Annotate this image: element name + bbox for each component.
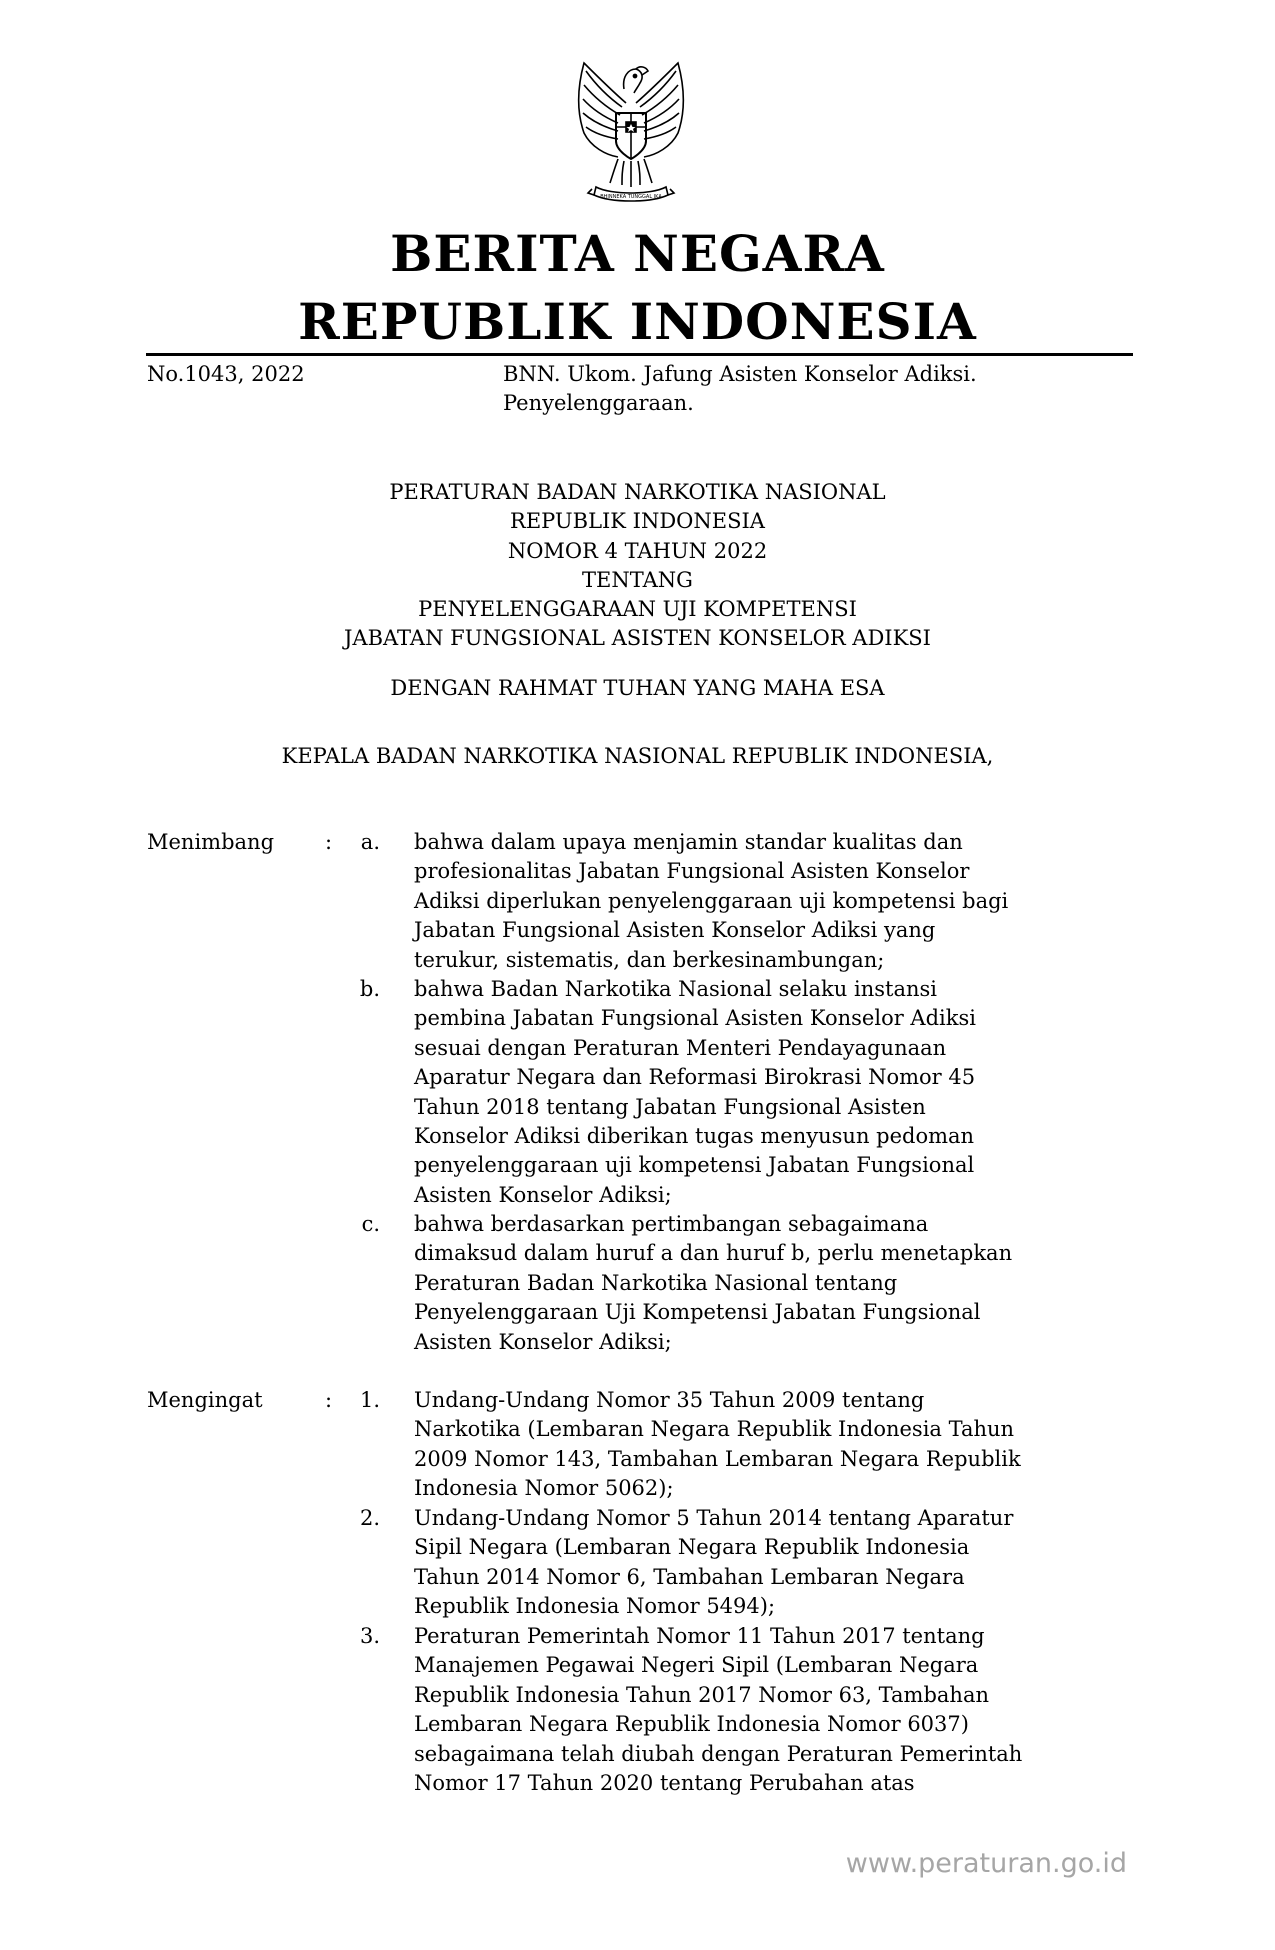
regulation-heading-line: PERATURAN BADAN NARKOTIKA NASIONAL <box>389 480 886 504</box>
item-line: terukur, sistematis, dan berkesinambungan; <box>414 947 885 972</box>
menimbang-label: Menimbang <box>147 830 275 854</box>
authority-line: KEPALA BADAN NARKOTIKA NASIONAL REPUBLIK INDONESIA, <box>281 744 994 768</box>
item-line: Nomor 17 Tahun 2020 tentang Perubahan atas <box>414 1771 915 1796</box>
gazette-title-line1: BERITA NEGARA <box>390 224 885 283</box>
svg-text:BHINNEKA TUNGGAL IKA: BHINNEKA TUNGGAL IKA <box>600 194 662 200</box>
menimbang-colon: : <box>325 830 333 854</box>
title-divider <box>146 353 1133 356</box>
item-line: Manajemen Pegawai Negeri Sipil (Lembaran Negara <box>414 1653 979 1678</box>
gazette-number: No.1043, 2022 <box>147 362 305 386</box>
item-line: Konselor Adiksi diberikan tugas menyusun pedoman <box>414 1124 975 1149</box>
item-line: sebagaimana telah diubah dengan Peraturan Pemerintah <box>414 1741 1023 1766</box>
item-line: Indonesia Nomor 5062); <box>414 1476 674 1501</box>
garuda-emblem-icon <box>556 55 706 210</box>
item-line: profesionalitas Jabatan Fungsional Asisten Konselor <box>414 859 970 884</box>
mengingat-label: Mengingat <box>147 1388 263 1412</box>
item-line: Tahun 2014 Nomor 6, Tambahan Lembaran Negara <box>414 1564 965 1589</box>
item-line: Adiksi diperlukan penyelenggaraan uji kompetensi bagi <box>414 888 1009 913</box>
item-line: Penyelenggaraan Uji Kompetensi Jabatan Fungsional <box>414 1300 981 1325</box>
item-line: Peraturan Badan Narkotika Nasional tentang <box>414 1270 898 1295</box>
item-line: pembina Jabatan Fungsional Asisten Konselor Adiksi <box>414 1006 976 1031</box>
blessing-line: DENGAN RAHMAT TUHAN YANG MAHA ESA <box>390 676 885 700</box>
item-line: Republik Indonesia Tahun 2017 Nomor 63, Tambahan <box>414 1682 989 1707</box>
item-line: Narkotika (Lembaran Negara Republik Indonesia Tahun <box>414 1417 1015 1442</box>
item-line: Aparatur Negara dan Reformasi Birokrasi Nomor 45 <box>414 1065 976 1090</box>
item-marker: c. <box>361 1212 380 1236</box>
item-line: Lembaran Negara Republik Indonesia Nomor 6037) <box>414 1712 969 1737</box>
item-line: bahwa dalam upaya menjamin standar kualitas dan <box>414 830 963 854</box>
item-marker: 1. <box>359 1388 380 1412</box>
item-marker: 2. <box>359 1506 380 1530</box>
regulation-heading-line: JABATAN FUNGSIONAL ASISTEN KONSELOR ADIKSI <box>344 626 931 651</box>
item-line: dimaksud dalam huruf a dan huruf b, perlu menetapkan <box>414 1241 1013 1266</box>
gazette-subject-line2: Penyelenggaraan. <box>503 391 694 415</box>
item-line: Republik Indonesia Nomor 5494); <box>414 1594 776 1619</box>
regulation-heading-line: NOMOR 4 TAHUN 2022 <box>507 538 768 563</box>
item-line: Asisten Konselor Adiksi; <box>414 1329 672 1354</box>
menimbang-item-b <box>414 975 1123 1210</box>
item-line: Asisten Konselor Adiksi; <box>414 1182 672 1207</box>
item-line: Tahun 2018 tentang Jabatan Fungsional Asisten <box>414 1094 926 1119</box>
item-marker: a. <box>360 830 380 854</box>
item-marker: b. <box>359 977 380 1001</box>
item-marker: 3. <box>359 1624 380 1648</box>
gazette-title-line2: REPUBLIK INDONESIA <box>298 292 977 351</box>
regulation-heading <box>0 478 1275 654</box>
item-line: Undang-Undang Nomor 35 Tahun 2009 tentang <box>414 1388 925 1412</box>
item-line: penyelenggaraan uji kompetensi Jabatan Fungsional <box>414 1153 975 1178</box>
mengingat-item-2 <box>414 1504 1123 1622</box>
regulation-heading-line: PENYELENGGARAAN UJI KOMPETENSI <box>418 597 857 622</box>
menimbang-item-c <box>414 1210 1123 1357</box>
website-watermark: www.peraturan.go.id <box>845 1848 1127 1879</box>
item-line: bahwa berdasarkan pertimbangan sebagaimana <box>414 1212 929 1236</box>
item-line: Undang-Undang Nomor 5 Tahun 2014 tentang Aparatur <box>414 1506 1014 1530</box>
regulation-heading-line: TENTANG <box>582 567 693 592</box>
gazette-subject-line1: BNN. Ukom. Jafung Asisten Konselor Adiksi. <box>503 362 977 386</box>
item-line: bahwa Badan Narkotika Nasional selaku instansi <box>414 977 937 1001</box>
regulation-heading-line: REPUBLIK INDONESIA <box>510 509 765 534</box>
menimbang-item-a <box>414 828 1123 975</box>
mengingat-item-1 <box>414 1386 1123 1504</box>
item-line: Sipil Negara (Lembaran Negara Republik Indonesia <box>414 1535 970 1560</box>
item-line: 2009 Nomor 143, Tambahan Lembaran Negara Republik <box>414 1446 1021 1471</box>
item-line: Jabatan Fungsional Asisten Konselor Adiksi yang <box>414 918 936 943</box>
item-line: Peraturan Pemerintah Nomor 11 Tahun 2017 tentang <box>414 1624 985 1648</box>
mengingat-item-3 <box>414 1622 1123 1798</box>
item-line: sesuai dengan Peraturan Menteri Pendayagunaan <box>414 1035 947 1060</box>
mengingat-colon: : <box>325 1388 333 1412</box>
